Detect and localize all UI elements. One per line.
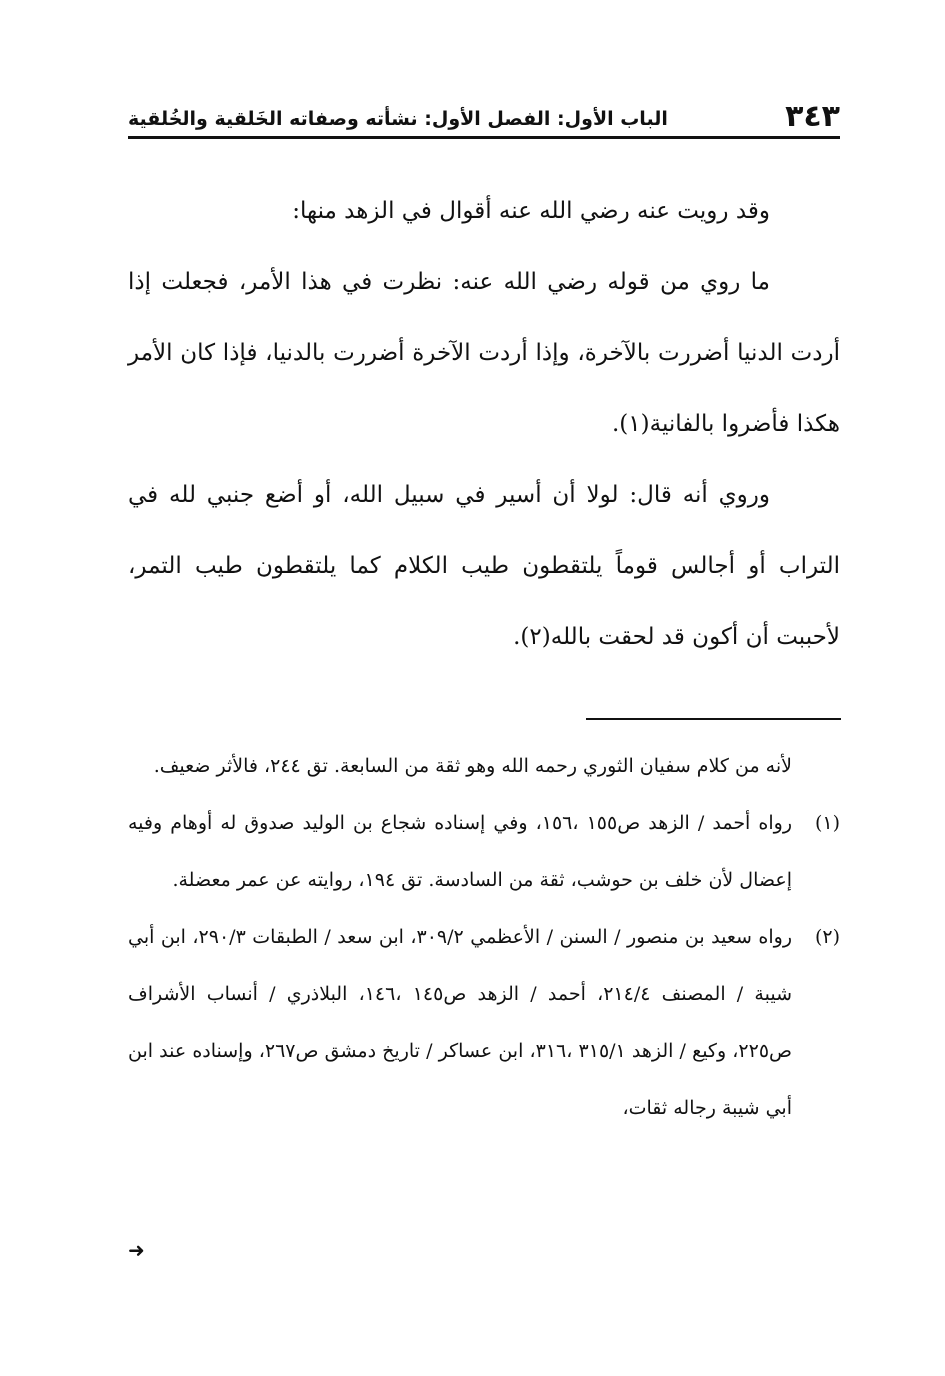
footnote-item: [128, 795, 840, 909]
page-number: ٣٤٣: [785, 99, 840, 134]
footnote-item: [128, 909, 840, 1137]
footnote-continuation: لأنه من كلام سفيان الثوري رحمه الله وهو ثقة من السابعة. تق ٢٤٤، فالأثر ضعيف.: [153, 755, 792, 777]
footnote-text: رواه سعيد بن منصور / السنن / الأعظمي ٣٠٩/٢، ابن سعد / الطبقات ٢٩٠/٣، ابن أبي شيبة / المصنف ٢١٤/٤، أحمد / الزهد ص١٤٥ ،١٤٦، البلاذري / أنساب الأشراف ص٢٢٥، وكيع / الزهد ٣١٥/١ ،٣١٦، ابن عساكر / تاريخ دمشق ص٢٦٧، وإسناده عند ابن أبي شيبة رجاله ثقات،: [128, 926, 793, 1119]
footnotes: [128, 738, 840, 1137]
running-header: [128, 92, 840, 134]
paragraph: وروي أنه قال: لولا أن أسير في سبيل الله، أو أضع جنبي لله في التراب أو أجالس قوماً يلتقطون طيب الكلام كما يلتقطون طيب التمر، لأحببت أن أكون قد لحقت بالله(٢).: [128, 482, 840, 650]
continue-arrow-icon: ➜: [128, 1238, 145, 1262]
chapter-title: الباب الأول: الفصل الأول: نشأته وصفاته الخَلقية والخُلقية: [128, 108, 668, 130]
footnote-number: (١): [814, 812, 840, 834]
paragraph: وقد رويت عنه رضي الله عنه أقوال في الزهد منها:: [292, 198, 770, 224]
footnote-separator: [586, 718, 841, 720]
footnote-text: رواه أحمد / الزهد ص١٥٥ ،١٥٦، وفي إسناده شجاع بن الوليد صدوق له أوهام وفيه إعضال لأن خلف بن حوشب، ثقة من السادسة. تق ١٩٤، روايته عن عمر معضلة.: [128, 812, 793, 891]
footnote-number: (٢): [814, 926, 840, 948]
paragraph: ما روي من قوله رضي الله عنه: نظرت في هذا الأمر، فجعلت إذا أردت الدنيا أضررت بالآخرة، وإذا أردت الآخرة أضررت بالدنيا، فإذا كان الأمر هكذا فأضروا بالفانية(١).: [128, 269, 840, 437]
header-rule: [128, 136, 840, 139]
main-text: [128, 176, 840, 673]
